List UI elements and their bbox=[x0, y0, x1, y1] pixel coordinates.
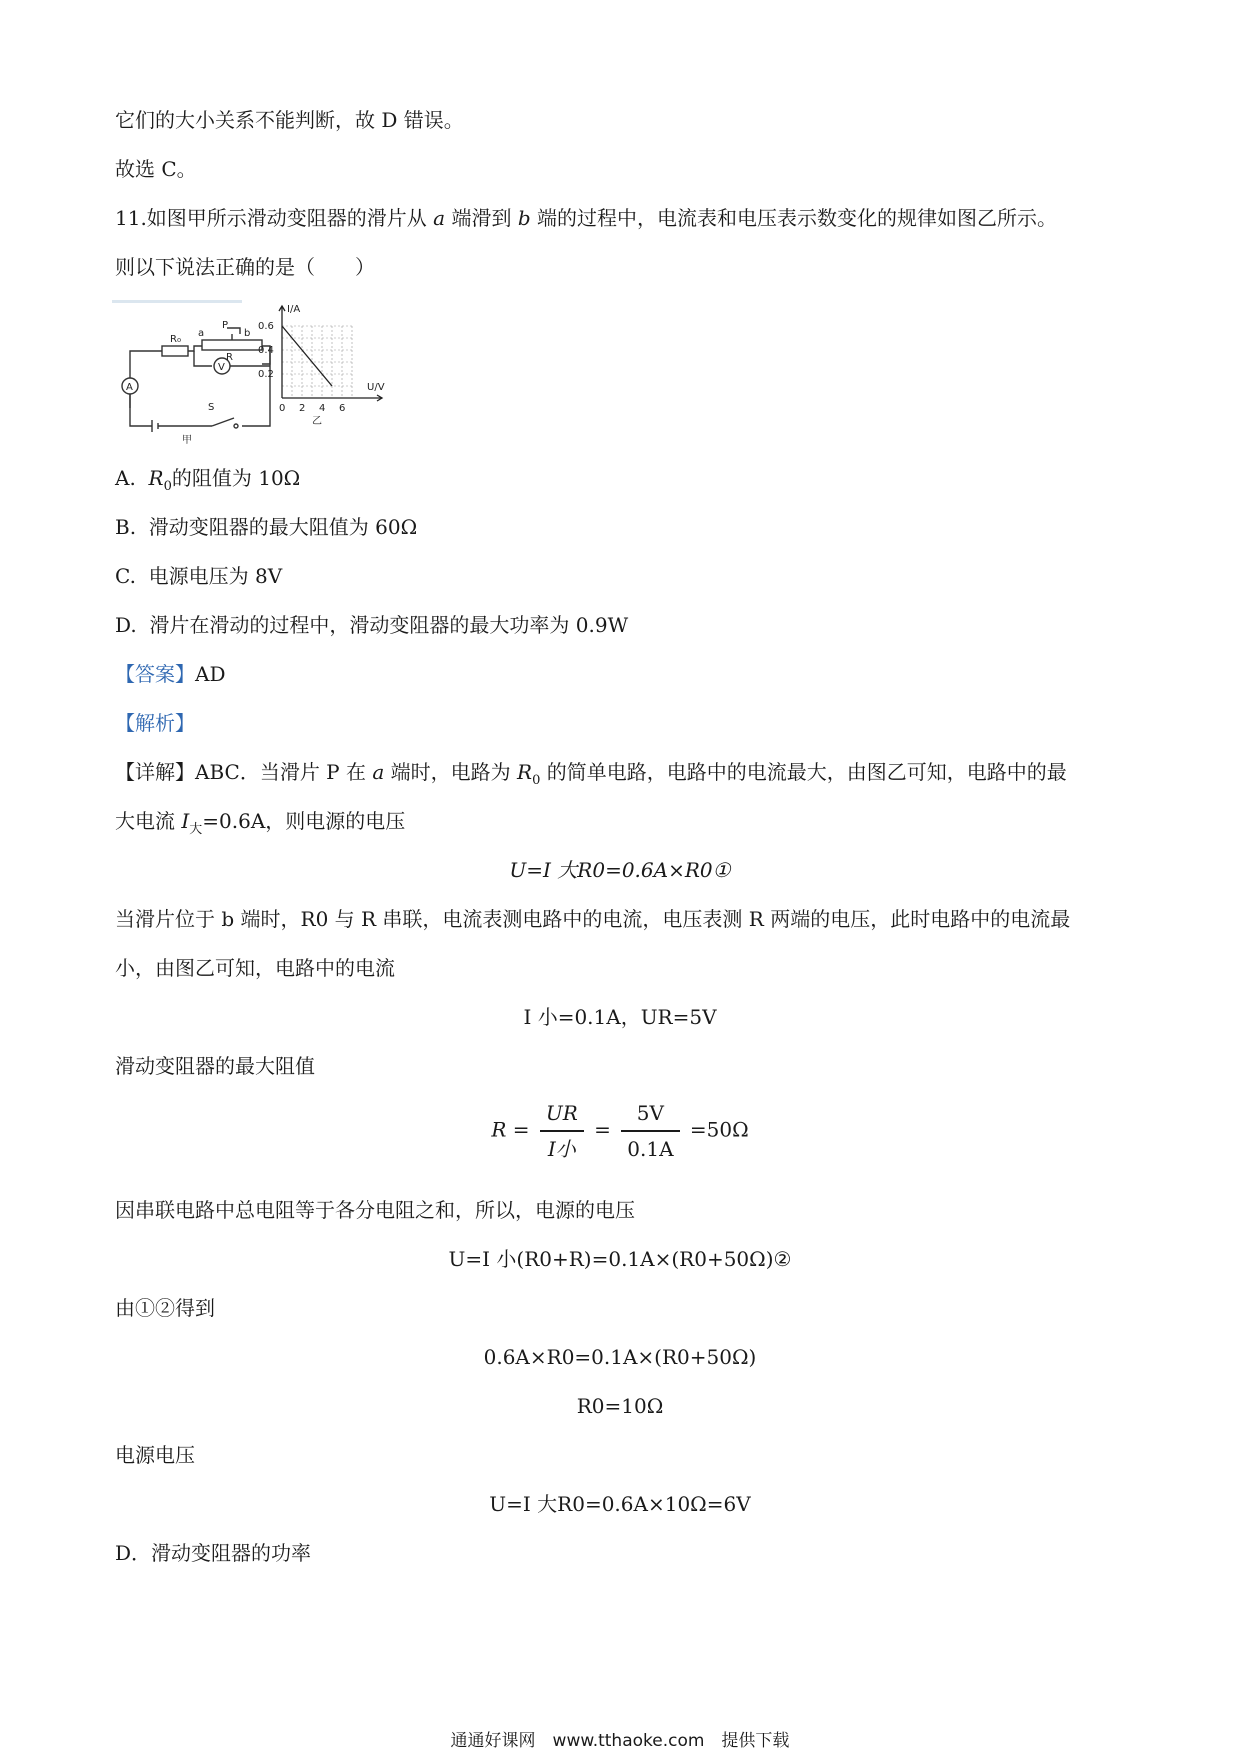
eq3-den2: 0.1A bbox=[627, 1137, 674, 1161]
option-a-text: 的阻值为 10Ω bbox=[171, 466, 301, 490]
detail-p2c: 大 bbox=[189, 822, 203, 837]
label-a: a bbox=[198, 328, 205, 339]
label-r: R bbox=[226, 352, 233, 363]
option-a-sub: 0 bbox=[163, 479, 172, 494]
detail-line-7: 由①②得到 bbox=[115, 1296, 215, 1320]
label-p: P bbox=[222, 320, 229, 331]
question-11 bbox=[115, 204, 1057, 232]
option-c bbox=[115, 562, 282, 590]
detail-line-3: 当滑片位于 b 端时，R0 与 R 串联，电流表测电路中的电流，电压表测 R 两端的电压，此时电路中的电流最 bbox=[115, 907, 1071, 931]
eq3-rhs: =50Ω bbox=[689, 1117, 749, 1142]
detail-line-1 bbox=[115, 758, 1067, 795]
equation-4: U=I 小(R0+R)=0.1A×(R0+50Ω)② bbox=[448, 1247, 792, 1271]
option-b-label: B. bbox=[115, 515, 137, 539]
eq3-lhs: R = bbox=[491, 1117, 530, 1142]
option-c-text: 电源电压为 8V bbox=[148, 564, 283, 588]
detail-p1d: R bbox=[517, 760, 533, 784]
equation-3 bbox=[0, 1098, 1240, 1164]
xtick-6: 6 bbox=[339, 403, 346, 414]
label-r0: R₀ bbox=[170, 334, 181, 345]
q-mid: 端滑到 bbox=[445, 206, 518, 230]
line-d-wrong: 它们的大小关系不能判断，故 D 错误。 bbox=[115, 108, 464, 132]
option-c-label: C. bbox=[115, 564, 136, 588]
detail-p1f: 的简单电路，电路中的电流最大，由图乙可知，电路中的最 bbox=[540, 760, 1067, 784]
detail-p1e: 0 bbox=[532, 773, 541, 788]
ytick-04: 0.4 bbox=[258, 345, 274, 356]
q-b: b bbox=[517, 206, 531, 230]
detail-line-8: 电源电压 bbox=[115, 1443, 195, 1467]
detail-line-5: 滑动变阻器的最大阻值 bbox=[115, 1054, 315, 1078]
option-d bbox=[115, 611, 628, 639]
iu-graph bbox=[258, 304, 385, 427]
detail-line-4: 小，由图乙可知，电路中的电流 bbox=[115, 956, 395, 980]
detail-p2b: I bbox=[181, 809, 190, 833]
analysis-tag: 【解析】 bbox=[115, 711, 195, 735]
eq3-num1: UR bbox=[540, 1098, 584, 1132]
detail-p1a: ABC．当滑片 P 在 bbox=[195, 760, 373, 784]
eq3-fraction-1 bbox=[540, 1098, 584, 1164]
option-a-label: A. bbox=[115, 466, 136, 490]
label-b: b bbox=[244, 328, 251, 339]
eq3-den1: I小 bbox=[547, 1137, 576, 1161]
q-suffix: 端的过程中，电流表和电压表示数变化的规律如图乙所示。 bbox=[530, 206, 1057, 230]
detail-p2a: 大电流 bbox=[115, 809, 182, 833]
equation-7: U=I 大R0=0.6A×10Ω=6V bbox=[489, 1492, 751, 1516]
ytick-06: 0.6 bbox=[258, 321, 274, 332]
ytick-02: 0.2 bbox=[258, 369, 274, 380]
question-11-stem: 则以下说法正确的是（ ） bbox=[115, 255, 375, 279]
option-d-text: 滑片在滑动的过程中，滑动变阻器的最大功率为 0.9W bbox=[149, 613, 629, 637]
eq3-num2: 5V bbox=[621, 1098, 679, 1132]
detail-line-2 bbox=[115, 807, 405, 844]
label-yi: 乙 bbox=[312, 416, 322, 427]
label-ammeter: A bbox=[126, 382, 133, 393]
detail-p2d: =0.6A，则电源的电压 bbox=[202, 809, 406, 833]
answer-line bbox=[115, 660, 225, 688]
detail-tag: 【详解】 bbox=[115, 760, 195, 784]
label-s: S bbox=[208, 402, 215, 413]
answer-tag: 【答案】 bbox=[115, 662, 195, 686]
graph-xlabel: U/V bbox=[367, 382, 385, 393]
detail-line-9: D．滑动变阻器的功率 bbox=[115, 1541, 312, 1565]
line-choose-c: 故选 C。 bbox=[115, 157, 197, 181]
option-a-var: R bbox=[148, 466, 164, 490]
answer-value: AD bbox=[195, 662, 226, 686]
footer: 通通好课网 www.tthaoke.com 提供下载 bbox=[450, 1731, 790, 1751]
circuit-diagram bbox=[112, 300, 270, 432]
option-b bbox=[115, 513, 417, 541]
equation-2: I 小=0.1A，UR=5V bbox=[523, 1005, 717, 1029]
option-b-text: 滑动变阻器的最大阻值为 60Ω bbox=[148, 515, 418, 539]
option-a bbox=[115, 464, 300, 501]
question-figure bbox=[112, 298, 442, 446]
q-prefix: 11.如图甲所示滑动变阻器的滑片从 bbox=[115, 206, 434, 230]
graph-ylabel: I/A bbox=[287, 304, 301, 315]
equation-1: U=I 大R0=0.6A×R0① bbox=[509, 858, 731, 882]
label-v: V bbox=[218, 362, 225, 373]
xtick-0: 0 bbox=[279, 403, 286, 414]
xtick-4: 4 bbox=[319, 403, 326, 414]
option-d-label: D. bbox=[115, 613, 137, 637]
detail-p1b: a bbox=[372, 760, 385, 784]
eq3-equals: = bbox=[594, 1117, 611, 1142]
equation-6: R0=10Ω bbox=[576, 1394, 664, 1418]
equation-5: 0.6A×R0=0.1A×(R0+50Ω) bbox=[483, 1345, 757, 1369]
eq3-fraction-2 bbox=[621, 1098, 679, 1164]
label-jia: 甲 bbox=[182, 435, 192, 446]
detail-line-6: 因串联电路中总电阻等于各分电阻之和，所以，电源的电压 bbox=[115, 1198, 635, 1222]
xtick-2: 2 bbox=[299, 403, 306, 414]
q-a: a bbox=[433, 206, 446, 230]
detail-p1c: 端时，电路为 bbox=[384, 760, 517, 784]
